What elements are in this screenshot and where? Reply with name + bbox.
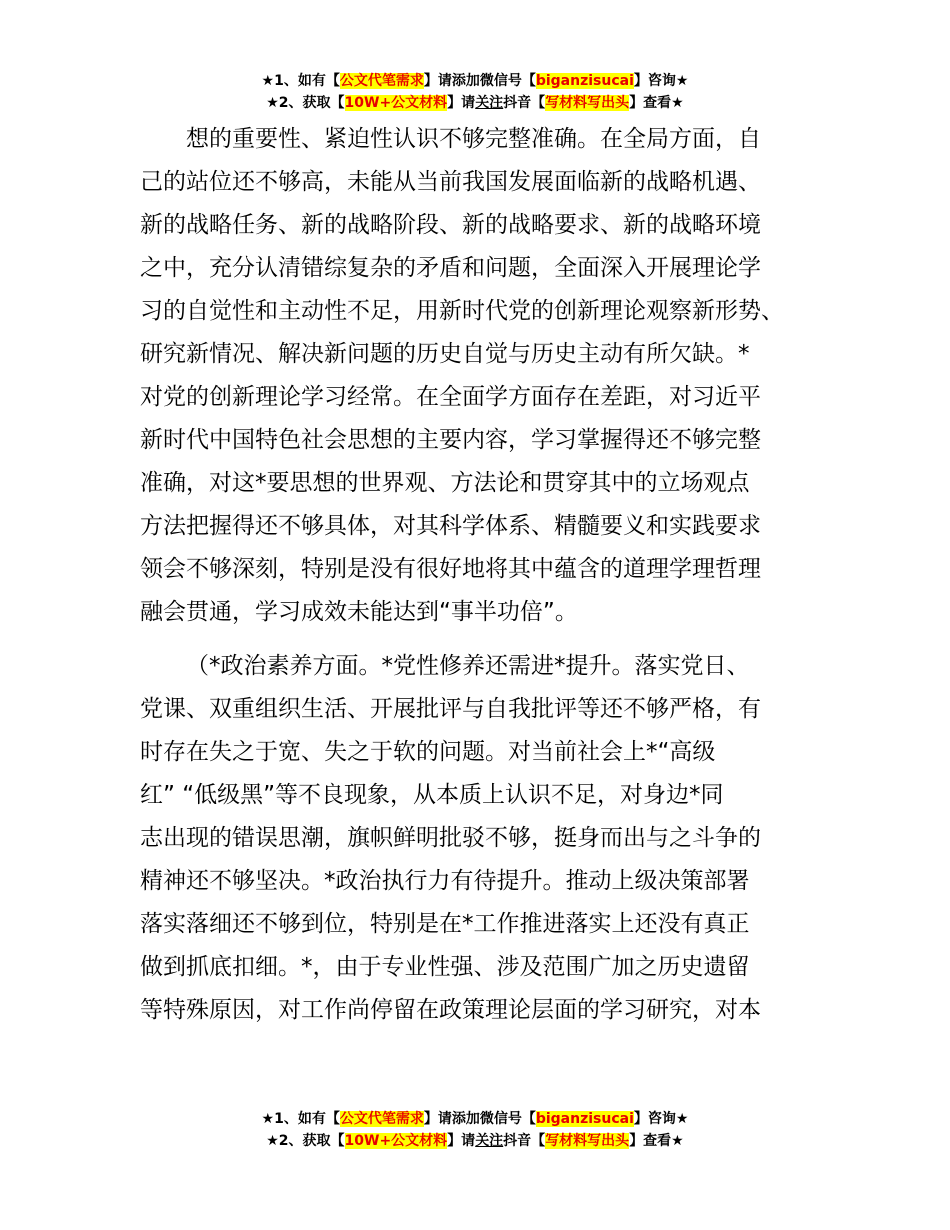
text-line: 新时代中国特色社会思想的主要内容，学习掌握得还不够完整	[140, 427, 761, 453]
text-line: 研究新情况、解决新问题的历史自觉与历史主动有所欠缺。*	[140, 341, 750, 367]
document-body	[140, 118, 820, 1032]
paragraph-2	[140, 645, 820, 1032]
text-line: 新的战略任务、新的战略阶段、新的战略要求、新的战略环境	[140, 212, 761, 238]
banner-line-2	[0, 1130, 950, 1152]
text-line: 准确，对这*要思想的世界观、方法论和贯穿其中的立场观点	[140, 470, 750, 496]
paragraph-1	[140, 118, 820, 634]
text-line: 志出现的错误思潮，旗帜鲜明批驳不够，挺身而出与之斗争的	[140, 825, 761, 851]
text-line: 等特殊原因，对工作尚停留在政策理论层面的学习研究，对本	[140, 997, 761, 1023]
text-line: 想的重要性、紧迫性认识不够完整准确。在全局方面，自	[186, 126, 761, 152]
banner-text: ★1、如有【	[261, 1111, 340, 1127]
banner-douyin-name: 写材料写出头	[545, 95, 630, 111]
text-line: 方法把握得还不够具体，对其科学体系、精髓要义和实践要求	[140, 513, 761, 539]
banner-text: 】请	[447, 1133, 476, 1149]
banner-text: 抖音【	[503, 95, 546, 111]
text-line: 精神还不够坚决。*政治执行力有待提升。推动上级决策部署	[140, 868, 750, 894]
banner-wechat-id: biganzisucai	[535, 1111, 634, 1127]
footer-banner	[0, 1108, 950, 1152]
banner-text: 】请	[447, 95, 476, 111]
banner-text: 】请添加微信号【	[423, 73, 536, 89]
banner-text: ★1、如有【	[261, 73, 340, 89]
text-line: 时存在失之于宽、失之于软的问题。对当前社会上*“高级	[140, 739, 716, 765]
text-line: 红” “低级黑”等不良现象，从本质上认识不足，对身边*同	[140, 782, 724, 808]
banner-text: ★2、获取【	[266, 1133, 345, 1149]
banner-line-1	[0, 1108, 950, 1130]
banner-text: 】咨询★	[633, 1111, 689, 1127]
text-line: 对党的创新理论学习经常。在全面学方面存在差距，对习近平	[140, 384, 761, 410]
text-line: 落实落细还不够到位，特别是在*工作推进落实上还没有真正	[140, 911, 750, 937]
banner-highlight: 公文代笔需求	[339, 73, 424, 89]
banner-text: 】查看★	[629, 95, 684, 111]
text-line: 领会不够深刻，特别是没有很好地将其中蕴含的道理学理哲理	[140, 556, 761, 582]
banner-text: ★2、获取【	[266, 95, 345, 111]
banner-line-1	[0, 70, 950, 92]
text-line: （*政治素养方面。*党性修养还需进*提升。落实党日、	[186, 653, 750, 679]
banner-wechat-id: biganzisucai	[535, 73, 634, 89]
paragraph-gap	[140, 634, 820, 645]
banner-text: 】咨询★	[633, 73, 689, 89]
banner-highlight: 10W+公文材料	[344, 1133, 448, 1149]
header-banner	[0, 70, 950, 114]
banner-highlight: 公文代笔需求	[339, 1111, 424, 1127]
text-line: 党课、双重组织生活、开展批评与自我批评等还不够严格，有	[140, 696, 761, 722]
banner-text: 】查看★	[629, 1133, 684, 1149]
banner-highlight: 10W+公文材料	[344, 95, 448, 111]
text-line: 习的自觉性和主动性不足，用新时代党的创新理论观察新形势、	[140, 298, 784, 324]
banner-underlined: 关注	[475, 95, 504, 111]
banner-text: 抖音【	[503, 1133, 546, 1149]
banner-text: 】请添加微信号【	[423, 1111, 536, 1127]
text-line: 做到抓底扣细。*，由于专业性强、涉及范围广加之历史遗留	[140, 954, 750, 980]
text-line: 融会贯通，学习成效未能达到“事半功倍”。	[140, 599, 578, 625]
banner-line-2	[0, 92, 950, 114]
text-line: 之中，充分认清错综复杂的矛盾和问题，全面深入开展理论学	[140, 255, 761, 281]
text-line: 己的站位还不够高，未能从当前我国发展面临新的战略机遇、	[140, 169, 761, 195]
banner-underlined: 关注	[475, 1133, 504, 1149]
banner-douyin-name: 写材料写出头	[545, 1133, 630, 1149]
